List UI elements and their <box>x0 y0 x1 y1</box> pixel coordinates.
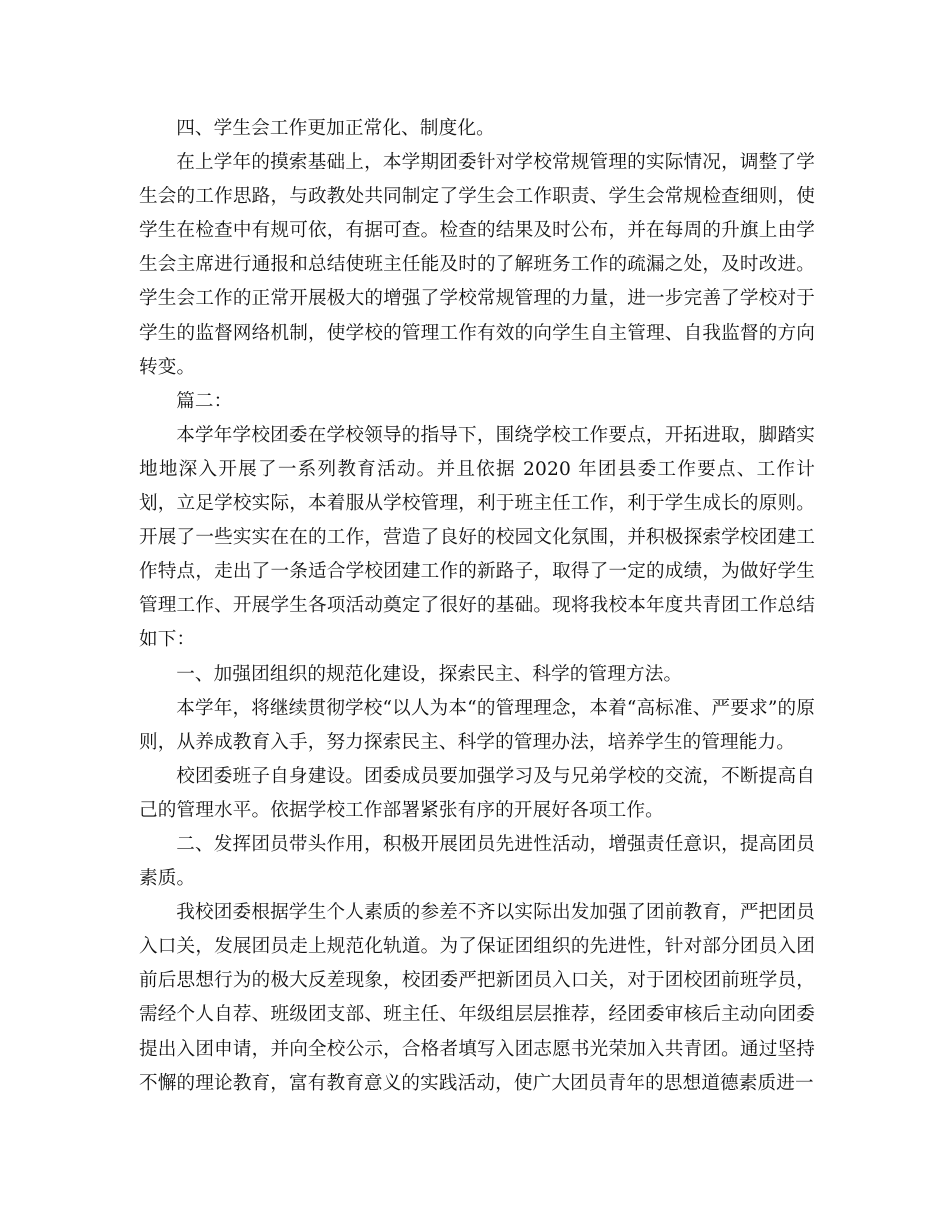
section-heading: 一、加强团组织的规范化建设，探索民主、科学的管理方法。 <box>176 663 683 685</box>
section-heading: 四、学生会工作更加正常化、制度化。 <box>176 118 495 139</box>
body-paragraph: 本学年，将继续贯彻学校“以人为本“的管理理念，本着“高标准、严要求”的原则，从养成教育入手，努力探索民主、科学的管理办法，培养学生的管理能力。 <box>139 697 815 753</box>
document-body <box>139 112 815 1101</box>
part-heading: 篇二： <box>176 390 233 412</box>
body-paragraph: 我校团委根据学生个人素质的参差不齐以实际出发加强了团前教育，严把团员入口关，发展团员走上规范化轨道。为了保证团组织的先进性，针对部分团员入团前后思想行为的极大反差现象，校团委严把新团员入口关，对于团校团前班学员，需经个人自荐、班级团支部、班主任、年级组层层推荐，经团委审核后主动向团委提出入团申请，并向全校公示，合格者填写入团志愿书光荣加入共青团。通过坚持不懈的理论教育，富有教育意义的实践活动，使广大团员青年的思想道德素质进一 <box>139 902 815 1094</box>
section-heading: 二、发挥团员带头作用，积极开展团员先进性活动，增强责任意识，提高团员素质。 <box>139 833 815 890</box>
body-paragraph: 本学年学校团委在学校领导的指导下，围绕学校工作要点，开拓进取，脚踏实地地深入开展了一系列教育活动。并且依据 2020 年团县委工作要点、工作计划，立足学校实际，本着服从学校管理，利于班主任工作，利于学生成长的原则。开展了一些实实在在的工作，营造了良好的校园文化氛围，并积极探索学校团建工作特点，走出了一条适合学校团建工作的新路子，取得了一定的成绩，为做好学生管理工作、开展学生各项活动奠定了很好的基础。现将我校本年度共青团工作总结如下： <box>139 424 815 651</box>
body-paragraph: 在上学年的摸索基础上，本学期团委针对学校常规管理的实际情况，调整了学生会的工作思路，与政教处共同制定了学生会工作职责、学生会常规检查细则，使学生在检查中有规可依，有据可查。检查的结果及时公布，并在每周的升旗上由学生会主席进行通报和总结使班主任能及时的了解班务工作的疏漏之处，及时改进。学生会工作的正常开展极大的增强了学校常规管理的力量，进一步完善了学校对于学生的监督网络机制，使学校的管理工作有效的向学生自主管理、自我监督的方向转变。 <box>139 152 815 378</box>
body-paragraph: 校团委班子自身建设。团委成员要加强学习及与兄弟学校的交流，不断提高自己的管理水平。依据学校工作部署紧张有序的开展好各项工作。 <box>139 765 815 821</box>
